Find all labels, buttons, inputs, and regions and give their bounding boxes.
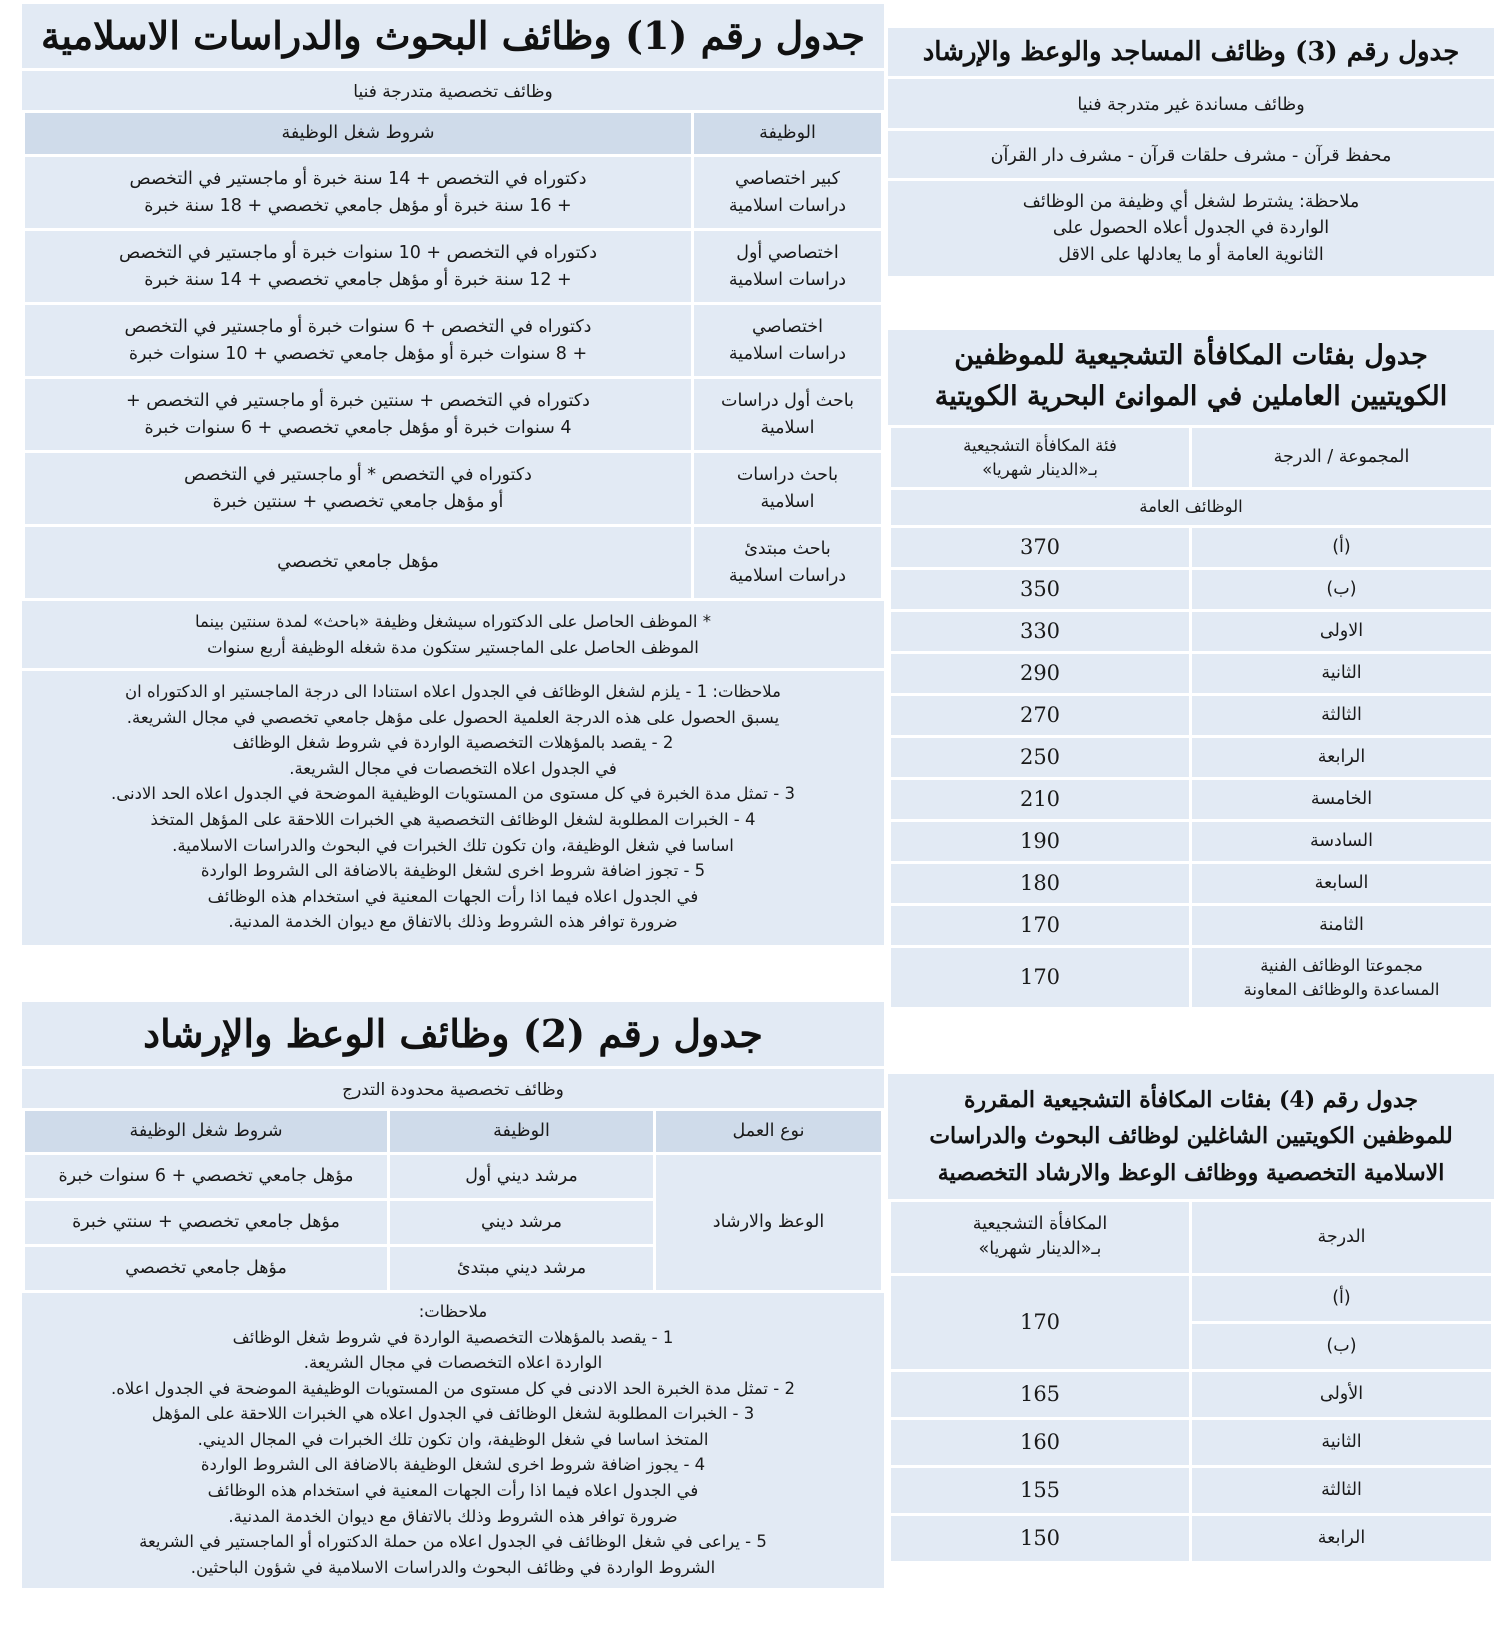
table-row xyxy=(24,452,883,526)
table2-title: جدول رقم (2) وظائف الوعظ والإرشاد xyxy=(22,1002,884,1066)
note-line: اساسا في شغل الوظيفة، وان تكون تلك الخبرات في البحوث والدراسات الاسلامية. xyxy=(172,835,734,855)
grade-cell: (ب) xyxy=(1191,1322,1493,1370)
grade-line: المساعدة والوظائف المعاونة xyxy=(1243,979,1440,999)
table-row xyxy=(890,1514,1493,1562)
table4-header-grade: الدرجة xyxy=(1191,1200,1493,1274)
job-conditions: دكتوراه في التخصص + سنتين خبرة أو ماجستير في التخصص + xyxy=(126,391,590,412)
table-row xyxy=(890,1466,1493,1514)
job-title: دراسات اسلامية xyxy=(728,195,847,216)
note-line: في الجدول اعلاه فيما اذا رأت الجهات المعنية في استخدام هذه الوظائف xyxy=(207,886,699,906)
grade-cell: الخامسة xyxy=(1191,779,1493,821)
grade-line: مجموعتا الوظائف الفنية xyxy=(1260,956,1423,976)
amount-cell: 350 xyxy=(890,569,1191,611)
note-line: 3 - الخبرات المطلوبة لشغل الوظائف في الجدول اعلاه هي الخبرات اللاحقة على المؤهل xyxy=(151,1404,755,1424)
grade-cell xyxy=(1191,947,1493,1009)
job-title: مرشد ديني أول xyxy=(389,1154,655,1200)
table4-section xyxy=(888,1074,1494,1564)
note-line: 2 - تمثل مدة الخبرة الحد الادنى في كل مستوى من المستويات الوظيفية الموضحة في الجدول اعلاه. xyxy=(111,1378,795,1398)
grade-cell: الثانية xyxy=(1191,653,1493,695)
table4-title xyxy=(888,1074,1494,1199)
grade-cell: السادسة xyxy=(1191,821,1493,863)
ports-header-amount xyxy=(890,427,1191,489)
title-line: جدول رقم (4) بفئات المكافأة التشجيعية المقررة xyxy=(964,1087,1418,1113)
amount-cell: 290 xyxy=(890,653,1191,695)
job-conditions: دكتوراه في التخصص + 10 سنوات خبرة أو ماجستير في التخصص xyxy=(118,243,598,264)
table3-title: جدول رقم (3) وظائف المساجد والوعظ والإرشاد xyxy=(888,28,1494,76)
table-row xyxy=(24,304,883,378)
amount-cell: 170 xyxy=(890,905,1191,947)
amount-cell: 210 xyxy=(890,779,1191,821)
amount-cell: 370 xyxy=(890,527,1191,569)
table-row xyxy=(890,821,1493,863)
job-title: باحث أول دراسات xyxy=(721,391,854,412)
ports-section-label: الوظائف العامة xyxy=(890,489,1493,527)
table2-section xyxy=(22,1002,884,1588)
ports-table-section xyxy=(888,330,1494,1010)
table2-grid xyxy=(22,1108,884,1293)
header-line: بـ«الدينار شهريا» xyxy=(982,459,1098,479)
grade-cell: الثامنة xyxy=(1191,905,1493,947)
table-row xyxy=(24,526,883,600)
job-title: مرشد ديني xyxy=(389,1200,655,1246)
table4-header-amount xyxy=(890,1200,1191,1274)
amount-cell: 180 xyxy=(890,863,1191,905)
table2-header-work-type: نوع العمل xyxy=(655,1110,883,1154)
note-line: في الجدول اعلاه التخصصات في مجال الشريعة. xyxy=(289,758,617,778)
work-type-cell: الوعظ والارشاد xyxy=(655,1154,883,1292)
table-row xyxy=(890,1418,1493,1466)
note-line: ضرورة توافر هذه الشروط وذلك بالاتفاق مع ديوان الخدمة المدنية. xyxy=(228,1506,678,1526)
title-line: جدول بفئات المكافأة التشجيعية للموظفين xyxy=(954,340,1428,371)
amount-cell: 170 xyxy=(890,1274,1191,1370)
table1-header-job: الوظيفة xyxy=(693,112,883,156)
table3-jobs: محفظ قرآن - مشرف حلقات قرآن - مشرف دار القرآن xyxy=(888,128,1494,178)
job-conditions: مؤهل جامعي تخصصي + سنتي خبرة xyxy=(24,1200,389,1246)
amount-cell: 270 xyxy=(890,695,1191,737)
note-line: ملاحظات: 1 - يلزم لشغل الوظائف في الجدول اعلاه استنادا الى درجة الماجستير او الدكتوراه ان xyxy=(125,682,781,702)
note-line: الشروط الواردة في وظائف البحوث والدراسات الاسلامية في شؤون الباحثين. xyxy=(190,1557,716,1577)
table-row xyxy=(890,779,1493,821)
grade-cell: الثالثة xyxy=(1191,1466,1493,1514)
job-conditions: دكتوراه في التخصص * أو ماجستير في التخصص xyxy=(184,465,532,486)
job-title: اسلامية xyxy=(760,417,815,438)
table3-section xyxy=(888,28,1494,276)
table2-header-job: الوظيفة xyxy=(389,1110,655,1154)
job-title: باحث مبتدئ xyxy=(744,539,831,560)
table2-notes xyxy=(22,1293,884,1588)
title-line: الكويتيين العاملين في الموانئ البحرية الكويتية xyxy=(934,380,1448,412)
table-row xyxy=(890,1274,1493,1322)
job-conditions: 4 سنوات خبرة أو مؤهل جامعي تخصصي + 6 سنوات خبرة xyxy=(144,417,572,438)
table-row xyxy=(890,1370,1493,1418)
job-title: مرشد ديني مبتدئ xyxy=(389,1246,655,1292)
header-line: بـ«الدينار شهريا» xyxy=(978,1239,1102,1260)
grade-cell: الثانية xyxy=(1191,1418,1493,1466)
note-line: ملاحظة: يشترط لشغل أي وظيفة من الوظائف xyxy=(1022,192,1360,212)
table-row xyxy=(24,230,883,304)
job-title: دراسات اسلامية xyxy=(728,269,847,290)
job-conditions: مؤهل جامعي تخصصي xyxy=(24,1246,389,1292)
job-conditions: + 12 سنة خبرة أو مؤهل جامعي تخصصي + 14 سنة خبرة xyxy=(144,269,572,290)
note-line: الواردة اعلاه التخصصات في مجال الشريعة. xyxy=(303,1353,603,1373)
amount-cell: 155 xyxy=(890,1466,1191,1514)
job-title: كبير اختصاصي xyxy=(734,169,841,190)
table2-subtitle: وظائف تخصصية محدودة التدرج xyxy=(22,1066,884,1108)
amount-cell: 170 xyxy=(890,947,1191,1009)
notes-title: ملاحظات: xyxy=(418,1302,488,1321)
grade-cell: الثالثة xyxy=(1191,695,1493,737)
job-conditions: + 16 سنة خبرة أو مؤهل جامعي تخصصي + 18 سنة خبرة xyxy=(144,195,572,216)
table4-grid xyxy=(888,1199,1494,1564)
table-row xyxy=(890,947,1493,1009)
grade-cell: الاولى xyxy=(1191,611,1493,653)
grade-cell: (ب) xyxy=(1191,569,1493,611)
table-row xyxy=(24,1154,883,1200)
header-line: فئة المكافأة التشجيعية xyxy=(963,436,1117,456)
table-row xyxy=(890,611,1493,653)
table1-section xyxy=(22,4,884,945)
table-row xyxy=(890,527,1493,569)
grade-cell: (أ) xyxy=(1191,1274,1493,1322)
footnote-line: الموظف الحاصل على الماجستير ستكون مدة شغله الوظيفة أربع سنوات xyxy=(207,637,699,657)
grade-cell: الرابعة xyxy=(1191,1514,1493,1562)
job-conditions: + 8 سنوات خبرة أو مؤهل جامعي تخصصي + 10 سنوات خبرة xyxy=(128,343,588,364)
note-line: 2 - يقصد بالمؤهلات التخصصية الواردة في شروط شغل الوظائف xyxy=(232,733,674,753)
note-line: 1 - يقصد بالمؤهلات التخصصية الواردة في شروط شغل الوظائف xyxy=(232,1327,674,1347)
job-conditions: دكتوراه في التخصص + 6 سنوات خبرة أو ماجستير في التخصص xyxy=(124,317,592,338)
note-line: 5 - يراعى في شغل الوظائف في الجدول اعلاه من حملة الدكتوراه أو الماجستير في الشريعة xyxy=(139,1532,767,1552)
title-line: للموظفين الكويتيين الشاغلين لوظائف البحوث والدراسات xyxy=(929,1123,1453,1150)
note-line: المتخذ اساسا في شغل الوظيفة، وان تكون تلك الخبرات في المجال الديني. xyxy=(197,1429,709,1449)
table1-notes xyxy=(22,671,884,945)
amount-cell: 165 xyxy=(890,1370,1191,1418)
amount-cell: 160 xyxy=(890,1418,1191,1466)
table1-grid xyxy=(22,110,884,601)
table-row xyxy=(890,863,1493,905)
note-line: الثانوية العامة أو ما يعادلها على الاقل xyxy=(1058,244,1324,265)
note-line: 5 - تجوز اضافة شروط اخرى لشغل الوظيفة بالاضافة الى الشروط الواردة xyxy=(200,861,706,881)
job-title: اسلامية xyxy=(760,491,815,512)
note-line: في الجدول اعلاه فيما اذا رأت الجهات المعنية في استخدام هذه الوظائف xyxy=(207,1480,699,1500)
table1-header-conditions: شروط شغل الوظيفة xyxy=(24,112,693,156)
amount-cell: 250 xyxy=(890,737,1191,779)
grade-cell: السابعة xyxy=(1191,863,1493,905)
table-row xyxy=(24,378,883,452)
table1-footnote xyxy=(22,601,884,671)
table3-subtitle: وظائف مساندة غير متدرجة فنيا xyxy=(888,76,1494,128)
ports-header-group: المجموعة / الدرجة xyxy=(1191,427,1493,489)
note-line: ضرورة توافر هذه الشروط وذلك بالاتفاق مع ديوان الخدمة المدنية. xyxy=(228,912,678,932)
grade-cell: الرابعة xyxy=(1191,737,1493,779)
header-line: المكافأة التشجيعية xyxy=(972,1214,1108,1235)
table1-title: جدول رقم (1) وظائف البحوث والدراسات الاسلامية xyxy=(22,4,884,68)
grade-cell: الأولى xyxy=(1191,1370,1493,1418)
ports-table-title xyxy=(888,330,1494,425)
table-row xyxy=(890,569,1493,611)
table-row xyxy=(24,156,883,230)
title-line: الاسلامية التخصصية ووظائف الوعظ والارشاد التخصصية xyxy=(937,1159,1445,1186)
note-line: يسبق الحصول على هذه الدرجة العلمية الحصول على مؤهل جامعي تخصصي في مجال الشريعة. xyxy=(126,707,780,727)
footnote-line: * الموظف الحاصل على الدكتوراه سيشغل وظيفة «باحث» لمدة سنتين بينما xyxy=(194,612,712,631)
note-line: 3 - تمثل مدة الخبرة في كل مستوى من المستويات الوظيفية الموضحة في الجدول اعلاه الحد الادنى. xyxy=(111,784,795,804)
amount-cell: 150 xyxy=(890,1514,1191,1562)
job-title: اختصاصي xyxy=(752,317,823,338)
job-title: دراسات اسلامية xyxy=(728,565,847,586)
job-title: اختصاصي أول xyxy=(736,243,839,264)
ports-table-grid xyxy=(888,425,1494,1010)
note-line: 4 - الخبرات المطلوبة لشغل الوظائف التخصصية هي الخبرات اللاحقة على المؤهل المتخذ xyxy=(150,809,756,829)
amount-cell: 190 xyxy=(890,821,1191,863)
table-row xyxy=(890,737,1493,779)
amount-cell: 330 xyxy=(890,611,1191,653)
job-title: دراسات اسلامية xyxy=(728,343,847,364)
job-title: باحث دراسات xyxy=(736,465,839,486)
table1-subtitle: وظائف تخصصية متدرجة فنيا xyxy=(22,68,884,110)
job-conditions: مؤهل جامعي تخصصي xyxy=(277,552,439,573)
table-row xyxy=(890,905,1493,947)
job-conditions: أو مؤهل جامعي تخصصي + سنتين خبرة xyxy=(212,491,504,512)
table-row xyxy=(890,653,1493,695)
job-conditions: مؤهل جامعي تخصصي + 6 سنوات خبرة xyxy=(24,1154,389,1200)
note-line: الواردة في الجدول أعلاه الحصول على xyxy=(1052,218,1330,239)
job-conditions: دكتوراه في التخصص + 14 سنة خبرة أو ماجستير في التخصص xyxy=(129,169,587,190)
table-row xyxy=(890,695,1493,737)
table3-note xyxy=(888,178,1494,276)
note-line: 4 - يجوز اضافة شروط اخرى لشغل الوظيفة بالاضافة الى الشروط الواردة xyxy=(200,1455,706,1475)
table2-header-conditions: شروط شغل الوظيفة xyxy=(24,1110,389,1154)
grade-cell: (أ) xyxy=(1191,527,1493,569)
